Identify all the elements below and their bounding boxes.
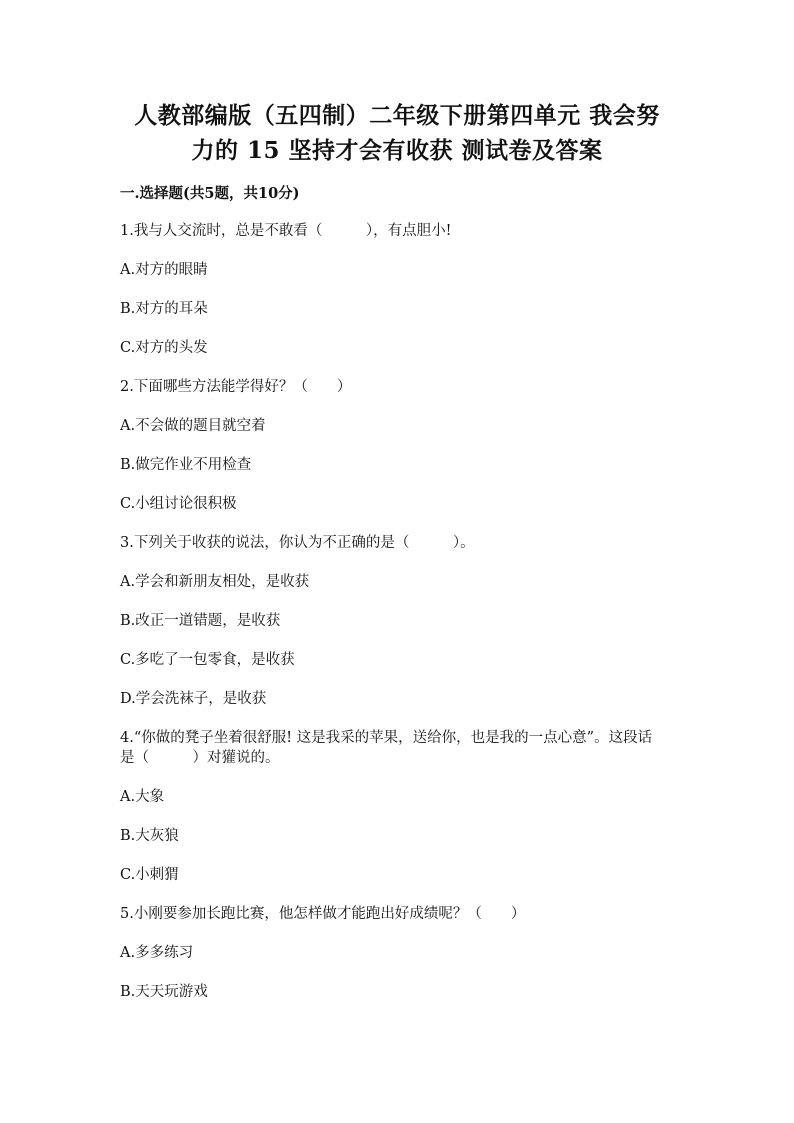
- question-option: B.对方的耳朵: [120, 301, 208, 317]
- question-2: [120, 377, 674, 514]
- question-option: C.对方的头发: [120, 340, 208, 356]
- question-4: [120, 728, 674, 885]
- question-option: A.不会做的题目就空着: [120, 418, 266, 434]
- question-option: C.多吃了一包零食，是收获: [120, 652, 295, 668]
- question-option: A.学会和新朋友相处，是收获: [120, 574, 310, 590]
- question-stem: 2.下面哪些方法能学得好？（ ）: [120, 379, 352, 395]
- section-heading: 一.选择题(共5题，共10分): [120, 185, 300, 202]
- question-option: A.多多练习: [120, 945, 194, 961]
- question-option: B.大灰狼: [120, 828, 179, 844]
- question-stem: 1.我与人交流时，总是不敢看（ ），有点胆小!: [120, 223, 452, 239]
- question-stem: 5.小刚要参加长跑比赛，他怎样做才能跑出好成绩呢？（ ）: [120, 906, 526, 922]
- title-line-2: 力的 15 坚持才会有收获 测试卷及答案: [191, 137, 603, 164]
- question-option: C.小组讨论很积极: [120, 496, 237, 512]
- page-title: [120, 98, 674, 168]
- question-3: [120, 533, 674, 709]
- question-stem: 4.“你做的凳子坐着很舒服! 这是我采的苹果，送给你，也是我的一点心意”。这段话是（ ）对獾说的。: [120, 730, 653, 766]
- title-line-1: 人教部编版（五四制）二年级下册第四单元 我会努: [134, 102, 660, 129]
- question-stem: 3.下列关于收获的说法，你认为不正确的是（ ）。: [120, 535, 475, 551]
- question-option: B.改正一道错题，是收获: [120, 613, 281, 629]
- question-option: B.天天玩游戏: [120, 984, 208, 1000]
- question-option: A.对方的眼睛: [120, 262, 208, 278]
- question-option: C.小刺猬: [120, 867, 179, 883]
- question-1: [120, 221, 674, 358]
- question-5: [120, 904, 674, 1002]
- question-option: D.学会洗袜子，是收获: [120, 691, 267, 707]
- question-option: A.大象: [120, 789, 165, 805]
- question-option: B.做完作业不用检查: [120, 457, 252, 473]
